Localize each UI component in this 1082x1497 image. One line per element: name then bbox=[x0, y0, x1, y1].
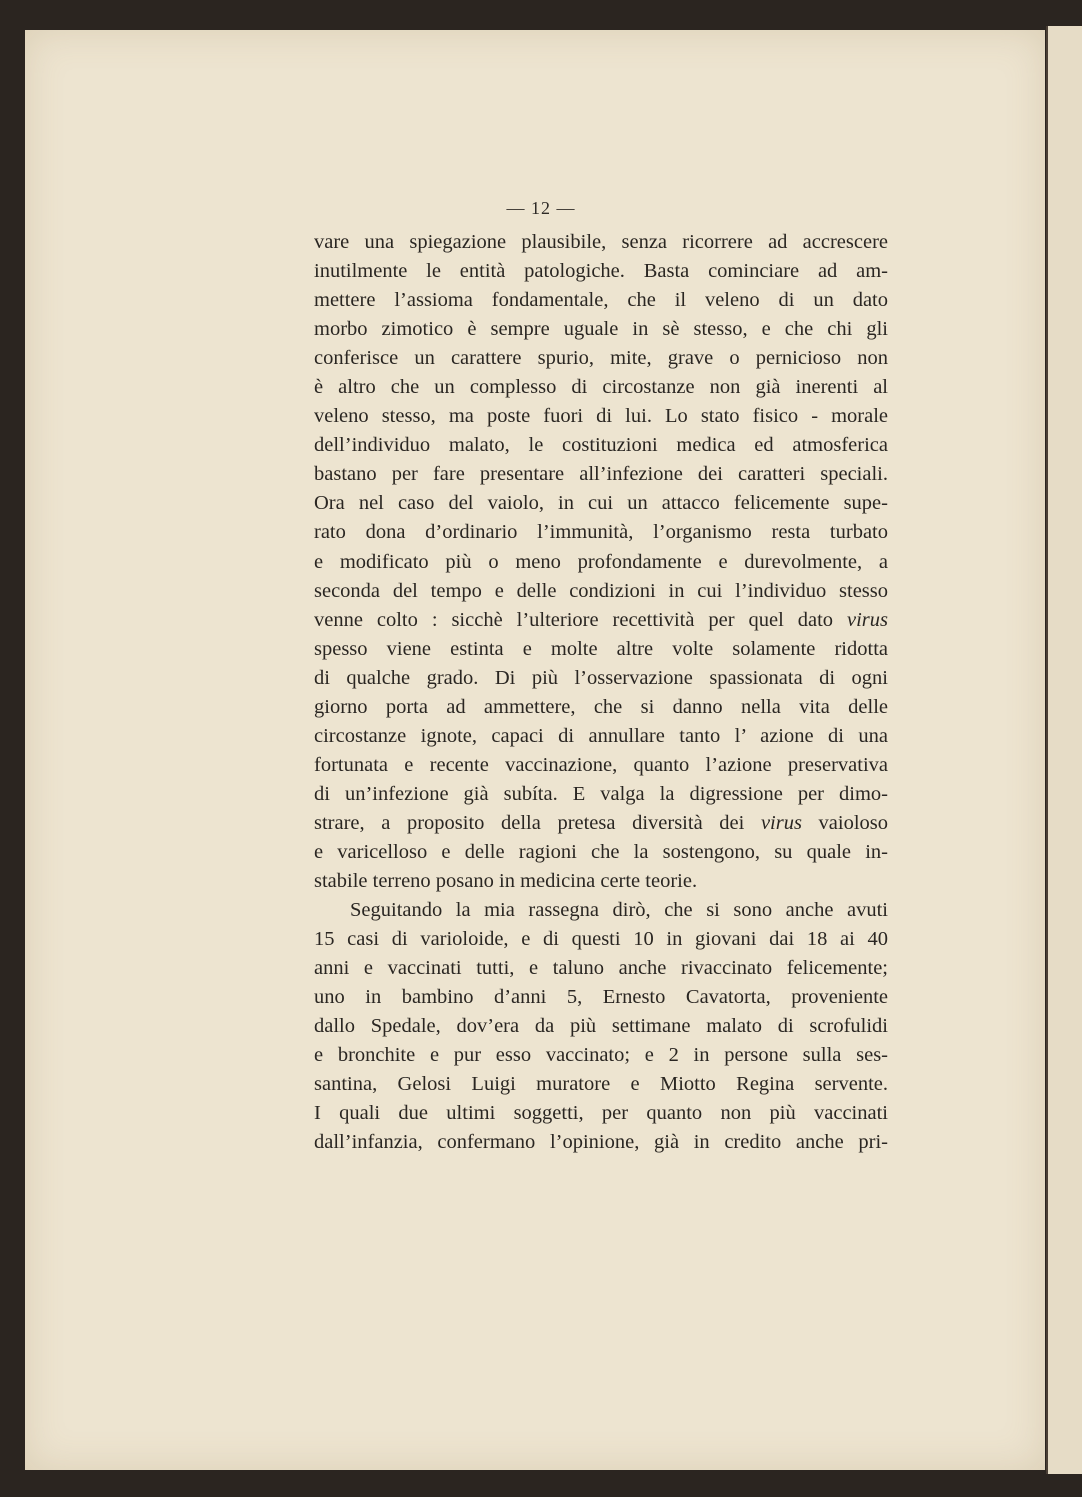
text-line bbox=[314, 664, 888, 693]
text-segment: inutilmente le entità patologiche. Basta cominciare ad am- bbox=[314, 260, 888, 283]
text-line bbox=[314, 344, 888, 373]
text-line bbox=[314, 606, 888, 635]
text-line bbox=[314, 518, 888, 547]
text-line bbox=[314, 693, 888, 722]
body-text bbox=[314, 228, 888, 1158]
text-line bbox=[314, 751, 888, 780]
text-line bbox=[314, 315, 888, 344]
text-line bbox=[314, 373, 888, 402]
text-segment: stabile terreno posano in medicina certe teorie. bbox=[314, 870, 698, 893]
text-segment: morbo zimotico è sempre uguale in sè stesso, e che chi gli bbox=[314, 318, 888, 341]
text-segment: Seguitando la mia rassegna dirò, che si sono anche avuti bbox=[350, 899, 888, 922]
text-segment: venne colto : sicchè l’ulteriore recettività per quel dato bbox=[314, 608, 847, 631]
text-segment: conferisce un carattere spurio, mite, grave o pernicioso non bbox=[314, 347, 888, 370]
text-line bbox=[314, 809, 888, 838]
text-line bbox=[314, 1099, 888, 1128]
text-line bbox=[314, 1070, 888, 1099]
text-segment: dallo Spedale, dov’era da più settimane malato di scrofulidi bbox=[314, 1015, 888, 1038]
text-line bbox=[314, 1128, 888, 1157]
text-segment: 15 casi di varioloide, e di questi 10 in giovani dai 18 ai 40 bbox=[314, 928, 888, 951]
text-line bbox=[314, 635, 888, 664]
text-segment: e varicelloso e delle ragioni che la sostengono, su quale in- bbox=[314, 840, 888, 863]
text-line bbox=[314, 954, 888, 983]
text-line bbox=[314, 286, 888, 315]
italic-term: virus bbox=[847, 608, 888, 631]
text-segment: vaioloso bbox=[801, 811, 889, 834]
text-segment: di qualche grado. Di più l’osservazione spassionata di ogni bbox=[314, 666, 888, 689]
italic-term: virus bbox=[760, 811, 802, 834]
text-segment: seconda del tempo e delle condizioni in cui l’individuo stesso bbox=[314, 579, 888, 602]
text-segment: vare una spiegazione plausibile, senza ricorrere ad accrescere bbox=[314, 231, 888, 253]
text-segment: e modificato più o meno profondamente e durevolmente, a bbox=[314, 550, 888, 573]
text-segment: santina, Gelosi Luigi muratore e Miotto Regina servente. bbox=[314, 1073, 888, 1096]
text-line bbox=[314, 1041, 888, 1070]
text-line bbox=[314, 867, 888, 896]
text-segment: dall’infanzia, confermano l’opinione, già in credito anche pri- bbox=[314, 1131, 888, 1154]
text-line bbox=[314, 925, 888, 954]
text-segment: veleno stesso, ma poste fuori di lui. Lo stato fisico - morale bbox=[314, 405, 888, 428]
text-segment: bastano per fare presentare all’infezione dei caratteri speciali. bbox=[314, 463, 888, 486]
text-segment: di un’infezione già subíta. E valga la digressione per dimo- bbox=[314, 782, 888, 805]
text-line bbox=[314, 722, 888, 751]
text-segment: dell’individuo malato, le costituzioni medica ed atmosferica bbox=[314, 434, 888, 457]
text-line bbox=[314, 577, 888, 606]
text-line bbox=[314, 1012, 888, 1041]
text-segment: Ora nel caso del vaiolo, in cui un attacco felicemente supe- bbox=[314, 492, 888, 515]
text-segment: strare, a proposito della pretesa diversità dei bbox=[314, 811, 761, 834]
text-segment: uno in bambino d’anni 5, Ernesto Cavatorta, proveniente bbox=[314, 986, 888, 1009]
page-number: — 12 — bbox=[506, 198, 576, 218]
text-segment: rato dona d’ordinario l’immunità, l’organismo resta turbato bbox=[314, 521, 888, 544]
text-segment: circostanze ignote, capaci di annullare tanto l’ azione di una bbox=[314, 724, 888, 747]
text-line bbox=[314, 431, 888, 460]
text-line bbox=[314, 402, 888, 431]
text-segment: I quali due ultimi soggetti, per quanto non più vaccinati bbox=[314, 1102, 888, 1125]
text-line bbox=[314, 460, 888, 489]
text-line bbox=[314, 548, 888, 577]
text-segment: mettere l’assioma fondamentale, che il veleno di un dato bbox=[314, 289, 888, 312]
text-segment: giorno porta ad ammettere, che si danno nella vita delle bbox=[314, 695, 888, 718]
text-line bbox=[314, 983, 888, 1012]
text-segment: fortunata e recente vaccinazione, quanto l’azione preservativa bbox=[314, 753, 888, 776]
text-segment: è altro che un complesso di circostanze non già inerenti al bbox=[314, 376, 888, 399]
text-line bbox=[314, 896, 888, 925]
text-segment: spesso viene estinta e molte altre volte solamente ridotta bbox=[314, 637, 888, 660]
text-segment: e bronchite e pur esso vaccinato; e 2 in persone sulla ses- bbox=[314, 1044, 888, 1067]
text-line bbox=[314, 838, 888, 867]
text-line bbox=[314, 228, 888, 257]
text-line bbox=[314, 257, 888, 286]
text-segment: anni e vaccinati tutti, e taluno anche rivaccinato felicemente; bbox=[314, 957, 888, 980]
adjacent-page-edge bbox=[1046, 26, 1082, 1474]
text-line bbox=[314, 780, 888, 809]
text-line bbox=[314, 489, 888, 518]
